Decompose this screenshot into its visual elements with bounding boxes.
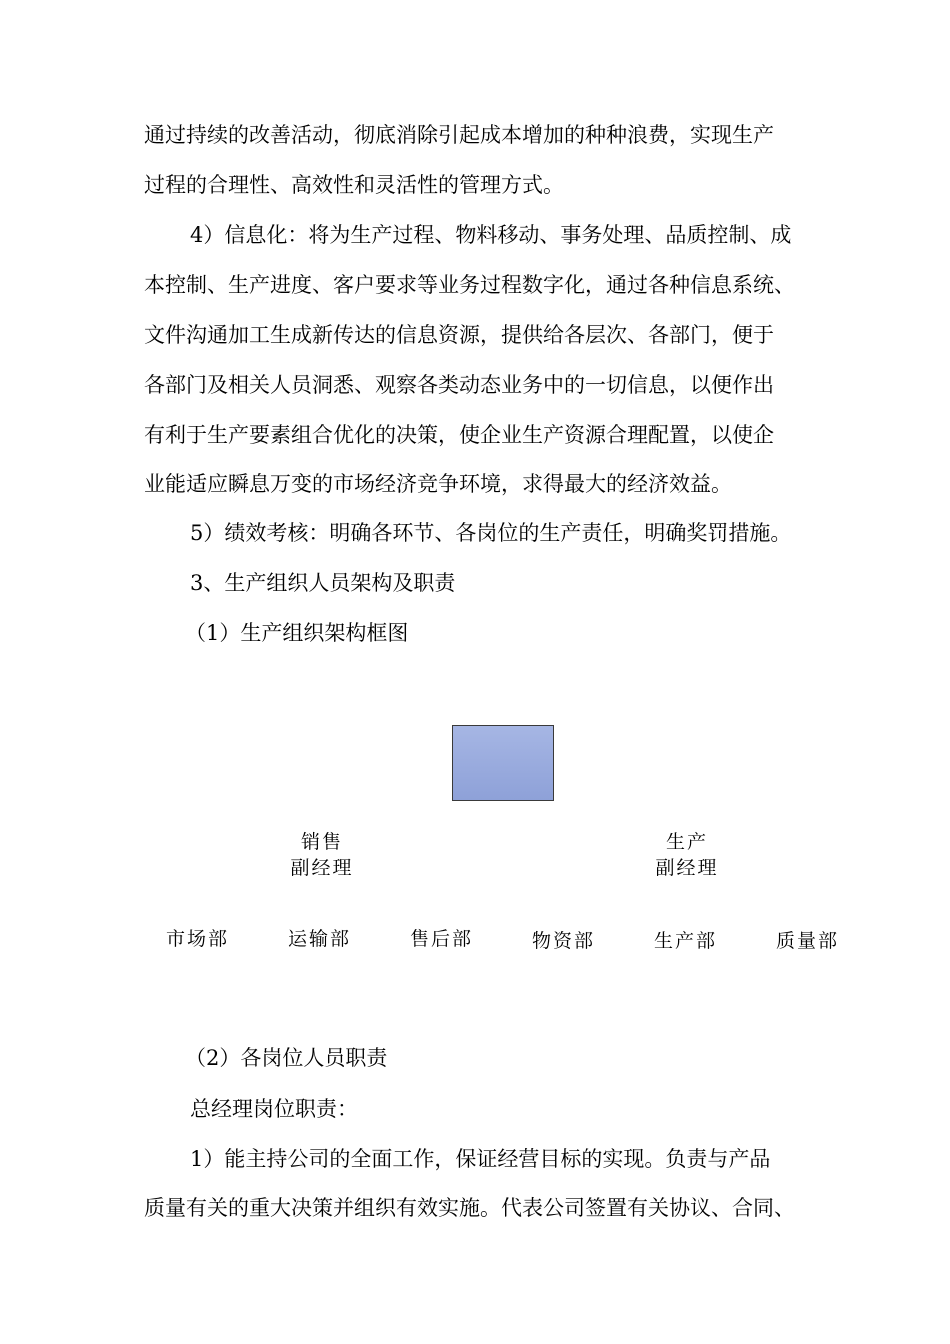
paragraph-line: 通过持续的改善活动，彻底消除引起成本增加的种种浪费，实现生产 (144, 123, 774, 147)
paragraph-line: 文件沟通加工生成新传达的信息资源，提供给各层次、各部门，便于 (144, 323, 774, 347)
production-vp-label-line2: 副经理 (655, 857, 719, 879)
paragraph-line: 业能适应瞬息万变的市场经济竞争环境，求得最大的经济效益。 (144, 472, 732, 496)
paragraph-line: 有利于生产要素组合优化的决策，使企业生产资源合理配置，以使企 (144, 423, 774, 447)
section-heading: 3、生产组织人员架构及职责 (190, 571, 456, 595)
subsection-heading: （1）生产组织架构框图 (185, 621, 409, 645)
sales-vp-label-line2: 副经理 (290, 857, 354, 879)
dept-materials: 物资部 (532, 930, 596, 952)
production-vp-node (627, 829, 747, 881)
paragraph-line: 1）能主持公司的全面工作，保证经营目标的实现。负责与产品 (190, 1147, 771, 1171)
paragraph-line: 质量有关的重大决策并组织有效实施。代表公司签置有关协议、合同、 (144, 1196, 795, 1220)
production-vp-label-line1: 生产 (665, 831, 708, 853)
sales-vp-label-line1: 销售 (300, 831, 343, 853)
paragraph-line: 5）绩效考核：明确各环节、各岗位的生产责任，明确奖罚措施。 (190, 521, 792, 545)
subsection-heading: （2）各岗位人员职责 (185, 1046, 388, 1070)
paragraph-line: 各部门及相关人员洞悉、观察各类动态业务中的一切信息，以便作出 (144, 373, 774, 397)
paragraph-line: 总经理岗位职责： (190, 1097, 358, 1121)
dept-quality: 质量部 (776, 930, 840, 952)
dept-market: 市场部 (166, 928, 230, 950)
paragraph-line: 本控制、生产进度、客户要求等业务过程数字化，通过各种信息系统、 (144, 273, 795, 297)
paragraph-line: 过程的合理性、高效性和灵活性的管理方式。 (144, 173, 564, 197)
dept-production: 生产部 (654, 930, 718, 952)
general-manager-box (452, 725, 554, 801)
dept-transport: 运输部 (288, 928, 352, 950)
paragraph-line: 4）信息化：将为生产过程、物料移动、事务处理、品质控制、成 (190, 223, 792, 247)
dept-after-sales: 售后部 (410, 928, 474, 950)
sales-vp-node (262, 829, 382, 881)
